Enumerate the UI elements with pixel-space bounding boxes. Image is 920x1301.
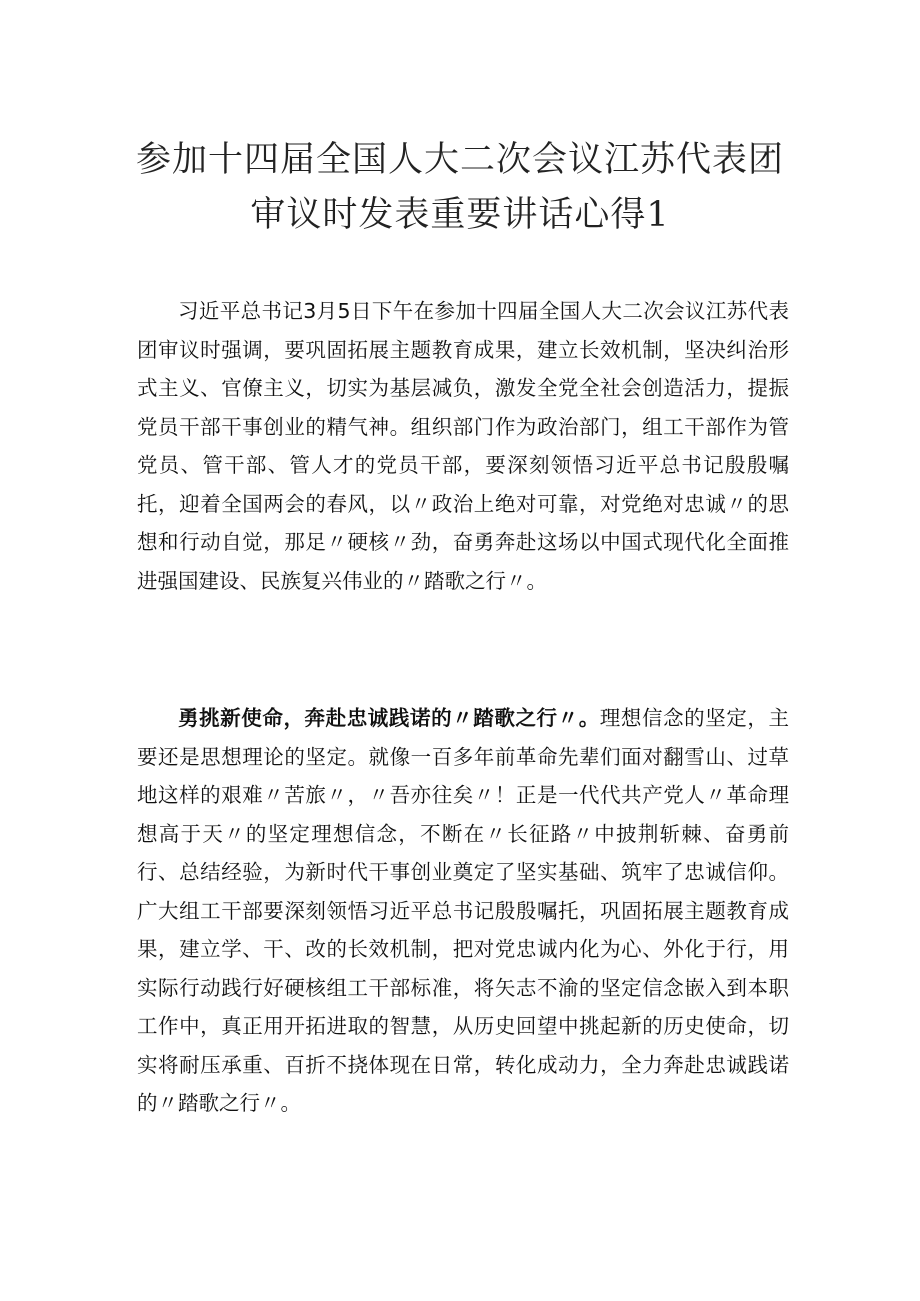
paragraph-2 <box>137 699 789 1123</box>
paragraph-2-text: 理想信念的坚定，主要还是思想理论的坚定。就像一百多年前革命先辈们面对翻雪山、过草地这样的艰难〃苦旅〃，〃吾亦往矣〃！正是一代代共产党人〃革命理想高于天〃的坚定理想信念，不断在〃长征路〃中披荆斩棘、奋勇前行、总结经验，为新时代干事创业奠定了坚实基础、筑牢了忠诚信仰。广大组工干部要深刻领悟习近平总书记殷殷嘱托，巩固拓展主题教育成果，建立学、干、改的长效机制，把对党忠诚内化为心、外化于行，用实际行动践行好硬核组工干部标准，将矢志不渝的坚定信念嵌入到本职工作中，真正用开拓进取的智慧，从历史回望中挑起新的历史使命，切实将耐压承重、百折不挠体现在日常，转化成动力，全力奔赴忠诚践诺的〃踏歌之行〃。 <box>137 706 790 1115</box>
paragraph-2-lead: 勇挑新使命，奔赴忠诚践诺的〃踏歌之行〃。 <box>178 706 600 730</box>
document-title <box>0 133 920 243</box>
title-line-1: 参加十四届全国人大二次会议江苏代表团 <box>135 140 784 180</box>
paragraph-1-text: 习近平总书记3月5日下午在参加十四届全国人大二次会议江苏代表团审议时强调，要巩固拓展主题教育成果，建立长效机制，坚决纠治形式主义、官僚主义，切实为基层减负，激发全党全社会创造活力，提振党员干部干事创业的精气神。组织部门作为政治部门，组工干部作为管党员、管干部、管人才的党员干部，要深刻领悟习近平总书记殷殷嘱托，迎着全国两会的春风，以〃政治上绝对可靠，对党绝对忠诚〃的思想和行动自觉，那足〃硬核〃劲，奋勇奔赴这场以中国式现代化全面推进强国建设、民族复兴伟业的〃踏歌之行〃。 <box>137 299 789 593</box>
paragraph-1 <box>137 292 789 600</box>
title-line-2: 审议时发表重要讲话心得1 <box>250 195 670 235</box>
